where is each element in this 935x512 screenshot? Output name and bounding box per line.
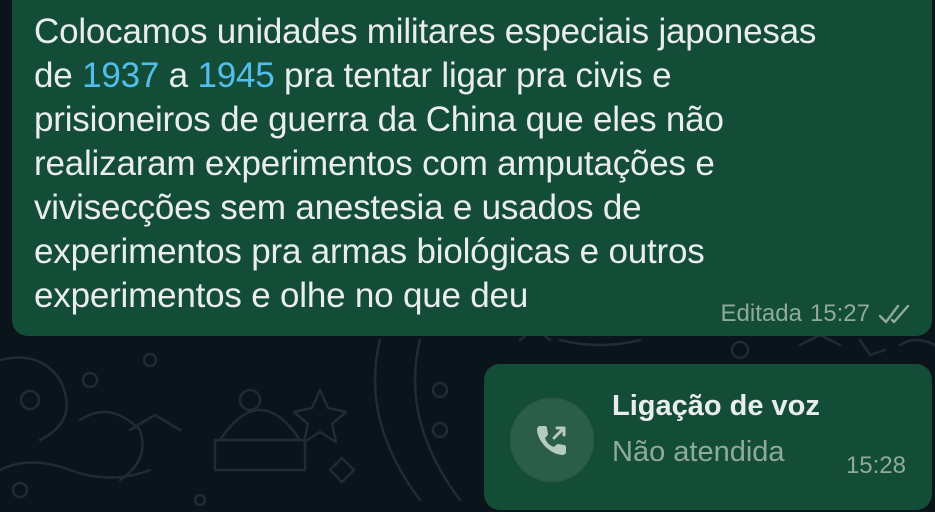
call-time: 15:28 <box>845 452 906 479</box>
phone-missed-call-icon <box>532 420 572 460</box>
message-number-link[interactable]: 1945 <box>197 56 275 95</box>
call-status: Não atendida <box>612 436 785 468</box>
double-check-icon <box>878 302 912 326</box>
message-text <box>34 10 834 318</box>
message-text-segment: Colocamos unidades militares especiais japonesas de <box>34 12 817 95</box>
edited-label: Editada <box>720 300 802 327</box>
message-meta <box>721 300 912 328</box>
message-text-segment: a <box>159 56 198 95</box>
message-number-link[interactable]: 1937 <box>82 56 160 95</box>
outgoing-message-bubble[interactable] <box>12 0 932 336</box>
message-time: 15:27 <box>809 300 870 327</box>
call-title: Ligação de voz <box>612 390 820 422</box>
message-text-segment: pra tentar ligar pra civis e prisioneiros de guerra da China que eles não realizaram experimentos com amputações e vivisecções sem anestesia e usados de experimentos pra armas biológicas e outros experimentos e olhe no que deu <box>34 56 724 315</box>
voice-call-bubble[interactable] <box>484 364 932 510</box>
call-icon-circle[interactable] <box>510 398 594 482</box>
